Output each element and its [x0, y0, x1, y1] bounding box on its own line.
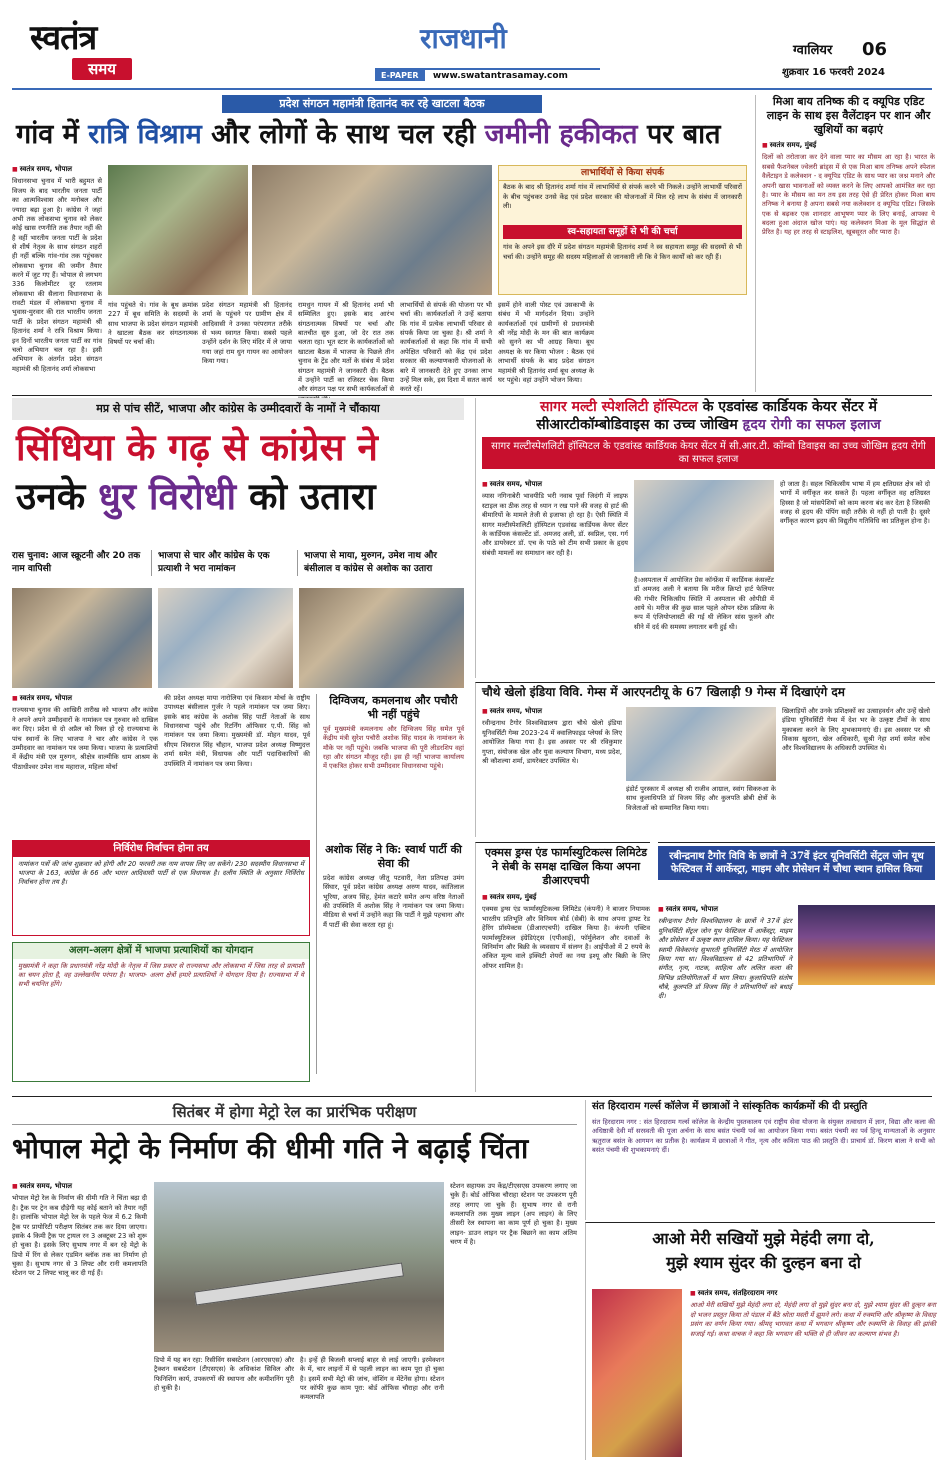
box-text: बैठक के बाद श्री हितानंद शर्मा गांव में लाभार्थियों से संपर्क करने भी निकले। उन्होंने लाभार्थी परिवारों के बीच पहुंचकर उनसे केंद्र एवं प्रदेश सरकार की योजनाओं में मिल रहे लाभ के संबंध में जानकारी ली।	[503, 183, 742, 210]
story-gaon	[12, 95, 747, 392]
box-text: मुख्यमंत्री ने कहा कि प्रधानमंत्री नरेंद्र मोदी के नेतृत्व में जिस प्रकार से राज्यसभा और लोकसभा में जिस तरह से प्रत्याशी का चयन होता है, वह उल्लेखनीय परंपरा है। भाजपा- अलग क्षेत्रों हमारे प्रत्याशियों ने योगदान दिया है। राज्यसभा में ये सभी चयनित होंगे।	[18, 961, 304, 989]
sub-2: भाजपा से चार और कांग्रेस के एक प्रत्याशी ने भरा नामांकन	[158, 550, 298, 576]
col-1	[482, 707, 622, 837]
sub-3: भाजपा से माया, मुरुगन, उमेश नाथ और बंसीलाल व कांग्रेस से अशोक का उतारा	[304, 551, 437, 574]
section-title: राजधानी	[420, 22, 507, 55]
epaper-label: E-PAPER	[375, 70, 425, 81]
box-title: लाभार्थियों से किया संपर्क	[499, 166, 746, 181]
col-2: है।अस्पताल में आयोजित प्रेस कॉन्फ्रेंस में कार्डियक कंसल्टेंट डॉ अमजद अली ने बताया कि मरीज क्रिप्टो हार्ट फेलियर की गंभीर चिकित्सीय स्थिति में अस्पताल की ओपीडी में आये थे। मरीज की कुछ साल पहले ओपन स्टेक प्रक्रिया के रूप में एंजियोप्लास्टी की गई थी लेकिन सांस फूलने और सीने में दर्द की समस्या लगातार बनी हुई थी।	[634, 576, 774, 631]
story-santhirdaram	[585, 1100, 935, 1220]
col-3: हो जाता है। सहल चिकित्सीय भाषा में हम क्षतिग्रस्त क्षेत्र को दो भागों में वर्गीकृत कर सकते हैं। पहला वर्गीकृत वह क्षतिग्रस्त हिस्सा है जो मांसपेशियों को काम करना बंद कर देता है जिसकी वजह से हृदय की पंपिंग सही तरीके से नहीं हो पाती है। दूसरे वर्गीकृत कारण ह्रदय की विद्युतीय गतिविधि का प्रतिकूल होना है।	[780, 480, 930, 526]
story-valentine	[755, 95, 935, 392]
box-text-2: गांव के अपने इस दौरे में प्रदेश संगठन महामंत्री हितानंद शर्मा ने स्व सहायता समूह की सदस्यों से भी चर्चा की। उन्होंने समूह की सदस्य महिलाओं से जानकारी ली कि वे किन कार्यों को कर रही हैं।	[503, 243, 742, 261]
website-link[interactable]: www.swatantrasamay.com	[432, 71, 568, 81]
ashok-text: प्रदेश कांग्रेस अध्यक्ष जीतू पटवारी, नेता प्रतिपक्ष उमंग सिंघार, पूर्व प्रदेश कांग्रेस अध्यक्ष अरुण यादव, कांतिलाल भूरिया, अजय सिंह, हेमंत कटारे समेत अन्य वरिष्ठ नेताओं की उपस्थिति में अशोक सिंह ने नामांकन पत्र जमा किया। मीडिया से चर्चा में उन्होंने कहा कि पार्टी ने मुझे पहचाना और मैं पार्टी की सेवा करता रहा हूं।	[323, 874, 464, 929]
ashok-title: अशोक सिंह ने कि: स्वार्थ पार्टी की सेवा की	[325, 843, 462, 870]
box-title: निर्विरोध निर्वाचन होना तय	[13, 841, 309, 857]
logo-bottom-badge	[72, 58, 132, 80]
logo-top: स्वतंत्र	[30, 18, 97, 58]
story-khelo	[475, 682, 935, 837]
col-1	[12, 165, 102, 392]
photo-event	[626, 707, 776, 781]
masthead	[0, 0, 945, 92]
col-text: विधानसभा चुनाव में भारी बहुमत से विजय के बाद भारतीय जनता पार्टी का आत्मविश्वास और मनोबल और ज्यादा बढ़ा हुआ है। कांग्रेस ने जहां अभी तक लोकसभा चुनाव को लेकर कोई खास रणनीति तक तैयार नहीं की है वहीं भारतीय जनता पार्टी के प्रदेश से शीर्ष नेतृत्व के साथ संगठन शहरों ही नहीं बल्कि गांव-गांव तक पहुंचकर लोकसभा चुनाव की जमीन तैयार करने में जुट गए हैं। भोपाल से लगभग 336 किलोमीटर दूर रतलाम लोकसभा की सैलाना विधानसभा के रावटी मंडल में लोकसभा चुनाव में भुवास-मुरवार की रात भारतीय जनता पार्टी के प्रदेश संगठन महामंत्री श्री हितानंद शर्मा ने रात्रि विश्राम किया। इन दिनों भारतीय जनता पार्टी का गांव चलो अभियान चल रहा है। इसी अभियान के अंतर्गत प्रदेश संगठन महामंत्री श्री हितानंद शर्मा लोकसभा	[12, 177, 102, 373]
headline: मिआ बाय तनिष्क की द क्यूपिड एडिट लाइन के साथ इस वैलेंटाइन पर शान और खुशियों का बढ़ाएं	[766, 95, 931, 136]
byline: ■ स्वतंत्र समय, भोपाल	[12, 694, 158, 703]
text: एक्मस ड्रग्स एंड फार्मास्युटिकल्स लिमिटेड (कंपनी) ने बाजार नियामक भारतीय प्रतिभूति और विनिमय बोर्ड (सेबी) के साथ अपना ड्राफ्ट रेड हेरिंग प्रॉस्पेक्टस (डीआरएचपी) दाखिल किया है। कंपनी एक्टिव फार्मास्युटिकल इंग्रेडिएंट्स (एपीआई), फॉर्मुलेशन और दवाओं के विनिर्माण और बिक्री के व्यवसाय में संलग्न है। आईपीओ में 2 रुपये के अंकित मूल्य वाले इक्विटी शेयरों का नया इश्यू और बिक्री के लिए ऑफर शामिल है।	[482, 905, 650, 970]
col-2: गांव पहुंचते थे। गांव के बूथ क्रमांक 227 में बूथ समिति के सदस्यों के साथ भाजपा के प्रदेश संगठन महामंत्री ने खाटला बैठक कर संगठनात्मक विषयों पर चर्चा की।	[108, 301, 198, 347]
col-3: खिलाड़ियों और उनके प्रशिक्षकों का उत्साहवर्धन और उन्हें खेलो इंडिया यूनिवर्सिटी गेम्स में देश भर के उत्कृष्ट टीमों के साथ मुकाबला करने के लिए शुभकामनाएं दी। इस अवसर पर श्री विकास खुराना, खेल अधिकारी, सुश्री नेहा शर्मा समेत कोच और विश्वविद्यालय के अधिकारी उपस्थित थे।	[782, 707, 930, 753]
col-1	[12, 1182, 147, 1460]
caption: इंडोर्ट पुरस्कार में अध्यक्ष श्री राजीव आग्राल, स्वांग सिकरुआ के साथ कुलाधिपति डॉ विजय सिंह और कुलपति ब्रोबी क्षेत्रों के विजेताओं को सम्मानित किया गया।	[626, 785, 776, 812]
col-3: रामधुन गायन में श्री हितानंद शर्मा भी सम्मिलित हुए। इसके बाद आरंभ संगठनात्मक विषयों पर चर्चा और बातचीत सुरु हुआ, जो देर रात तक चलता रहा। भूत स्टार के कार्यकर्ताओं को खाटला बैठक में भाजपा के पिछले तीन चुनाव के ट्रेंड और मतों के संबंध में प्रदेश संगठन महामंत्री ने जानकारी दी। बैठक में उन्होंने पार्टी का रजिस्टर चेक किया और संगठन पक्ष पर सभी कार्यकर्ताओं से	[298, 301, 394, 394]
headline: रबीन्द्रनाथ टैगोर विवि के छात्रों ने 37वें इंटर यूनिवर्सिटी सेंट्रल जोन यूथ फेस्टिवल में आर्केस्ट्रा, माइम और प्रोसेशन में चौथा स्थान हासिल किया	[658, 846, 935, 880]
story-ekm	[475, 842, 650, 1092]
story-sagar	[475, 398, 935, 678]
byline: ■ स्वतंत्र समय, भोपाल	[12, 1182, 147, 1191]
byline: ■ स्वतंत्र समय, भोपाल	[482, 707, 622, 716]
side-text: पूर्व मुख्यमंत्री कमलनाथ और दिग्विजय सिंह समेत पूर्व केंद्रीय मंत्री सुरेश पचौरी अशोक सिंह यादव के नामांकन के मौके पर नहीं पहुंचे। जबकि भाजपा की पूरी लीडरशिप वहां रहा और संगठन मौजूद रही। इस ही नहीं भाजपा कार्यालय में एकत्रित होकर सभी उम्मीदवार विधानसभा पहुंचे।	[323, 725, 464, 771]
box-yogdan	[12, 942, 310, 1082]
text: रबीन्द्रनाथ टैगोर विश्वविद्यालय के छात्रों ने 37वें इंटर यूनिवर्सिटी सेंट्रल जोन यूथ फेस्टिवल में आर्केस्ट्रा, माइम और प्रोसेशन में उत्कृष्ट स्थान हासिल किया। यह फेस्टिवल स्वामी विवेकानंद सुभारती यूनिवर्सिटी मेरठ में आयोजित किया गया था। विश्वविद्यालय से 42 प्रतिभागियों ने संगीत, नृत्य, नाटक, साहित्य और ललित कला की विभिन्न प्रतियोगिताओं में भाग लिया। कुलाधिपति संतोष चौबे, कुलपति डॉ विजय सिंह ने प्रतिभागियों को बधाई दी।	[658, 917, 792, 1001]
photo-caption: डिपो में यह बन रहा: रिसीविंग सबस्टेशन (आरएसएस) और ट्रैक्शन सबस्टेशन (टीएसएस) के अधिकांश सिविल और फिनिशिंग कार्य, उपकरणों की स्थापना और कमीशनिंग पूरी हो चुकी है।	[154, 1356, 294, 1393]
col-1	[482, 480, 628, 676]
banner: सागर मल्टीस्पेशलिटी हॉस्पिटल के एडवांस्ड कार्डियक केयर सेंटर में सी.आर.टी. कॉम्बो डिवाइस का उच्च जोखिम हृदय रोगी का सफल इलाज	[482, 437, 935, 469]
photo-nomination-3	[299, 588, 464, 688]
photo-group	[108, 165, 248, 295]
story-tagore	[658, 842, 935, 1092]
headline-line-2: उनके धुर विरोधी को उतारा	[16, 474, 376, 518]
box-labharthi	[498, 165, 747, 295]
photo-stage	[798, 905, 935, 985]
col-text: व्यास नगिनाबेरी भावयीडि भरी नवाब पूर्वा जिदंगी में लाइफ स्टाइल का ठीक तरह से ध्यान न रख पाने की वजह से हार्ट की बीमारियों के मामले तेजी से इजाफा हो रहा है। ऐसी स्थिति में सागर मल्टीस्पेशलिटी हॉस्पिटल एडवांस्ड कार्डियक केयर सेंटर के कार्डियक कंसल्टेंट डॉ. अमजद अली, डॉ. स्वप्निल, एस. गर्ग और डायरेक्टर डॉ. एच के पाठे को टीम सभी प्रकार के हृदय संबंधी मामलों का समाधान कर रही है।	[482, 492, 628, 557]
col-1	[12, 694, 158, 834]
col-2b: प्रदेश संगठन महामंत्री श्री हितानंद शर्मा के पहुंचने पर ग्रामीण क्षेत्र में आदिवासी ने उनका परंपरागत तरीके से भव्य स्वागत किया। सबसे पहले उन्होंने दर्शन के लिए मंदिर में ले जाया गया जहां राम धुन गायन का आयोजन किया गया।	[202, 301, 292, 366]
masthead-rule	[12, 88, 932, 90]
kicker: प्रदेश संगठन महामंत्री हितानंद कर रहे खाटला बैठक	[222, 95, 542, 113]
city-label: ग्वालियर	[793, 43, 833, 58]
col-4: लाभार्थियों से संपर्क की योजना पर भी चर्चा की। कार्यकर्ताओं ने उन्हें बताया कि गांव में प्रत्येक लाभार्थी परिवार से संपर्क किया जा चुका है। श्री शर्मा ने कार्यकर्ताओं से कहा कि गांव में सभी अपेक्षित परिवारों को केंद्र एवं प्रदेश सरकार की कल्याणकारी योजनाओं के बारे में जानकारी देते हुए उनका लाभ उन्हें मिल सके, इस दिशा में सतत कार्य करते रहें।	[400, 301, 492, 394]
headline-line-1: सिंधिया के गढ़ से कांग्रेस ने	[16, 425, 378, 469]
byline: ■ स्वतंत्र समय, मुंबई	[482, 893, 650, 902]
text: संत हिरदाराम नगर : संत हिरदाराम गर्ल्स कॉलेज के केन्द्रीय पुस्तकालय एवं राष्ट्रीय सेवा योजना के संयुक्त तत्वाधान में ज्ञान, विद्या और कला की अधिष्ठात्री देवी माँ सरस्वती की पूजा अर्चना के साथ बसंत पंचमी पर्व का आयोजन किया गया। बसंत पंचमी का पर्व हिन्दू मान्यताओं के अनुसार ऋतुराज बसंत के आगमन का प्रतीक है। कार्यक्रम में छात्राओं ने गीत, नृत्य और कविता पाठ की प्रस्तुति दी। प्राचार्य डॉ. किरण बाला ने सभी को बसंत पंचमी की शुभकामनाएं दीं।	[592, 1118, 935, 1155]
epaper-bar	[375, 68, 600, 82]
col-text: रवीन्द्रनाथ टैगोर विश्वविद्यालय द्वारा चौथे खेलो इंडिया यूनिवर्सिटी गेम्स 2023-24 में क्वालिफाइड प्लेयर्स के लिए आयोजित किया गया है। इस अवसर पर श्री रविकुमार गुप्ता, संयोजक खेल और युवा कल्याण विभाग, मध्य प्रदेश, श्री कौशल्या शर्मा, डायरेक्टर उपस्थित थे।	[482, 719, 622, 765]
headline: एक्मस ड्रग्स एंड फार्मास्युटिकल्स लिमिटेड ने सेबी के समक्ष दाखिल किया अपना डीआरएचपी	[484, 846, 648, 887]
page-number: 06	[862, 39, 888, 60]
kicker: सितंबर में होगा मेट्रो रेल का प्रारंभिक परीक्षण	[12, 1100, 577, 1125]
col-3: है। इन्हें ही बिजली सप्लाई बाहर से लाई जाएगी। इरमेक्शन के में, चार लाइनों में से पहली लाइन का काम पूरा हो चुका है। इसमें सभी मेट्रो की जांच, वॉशिंग व मेंटेनेंस होगा। स्टेशन पर कॉफी कुछ काम पूरा: बोर्ड ऑफिस चौराहा और रानी कमलापति	[300, 1356, 444, 1402]
sidebar-digvijay	[316, 694, 464, 1074]
box-title-2: स्व-सहायता समूहों से भी की चर्चा	[503, 225, 742, 239]
col-text: भोपाल मेट्रो रेल के निर्माण की धीमी गति ने चिंता बढ़ा दी है। ट्रैक पर ट्रेन कब दौड़ेगी यह कोई बताने को तैयार नहीं है। हालांकि भोपाल मेट्रो रेल के पहले फेज में 6.2 किमी ट्रैक पर प्रायोरिटी परीक्षण सितंबर तक कर दिया जाएगा। इसके 4 किमी ट्रैक पर ट्रायल रन 3 अक्टूबर 23 को शुरू हो चुका है। इसके लिए सुभाष नगर में बन रहे मेट्रो के डिपो में रिंग से लेकर एडमिन ब्लॉक तक का निर्माण हो चुका है। सुभाष नगर से 3 लिफ्ट और रानी कमलापति स्टेशन पर 2 लिफ्ट चालू कर दी गई हैं।	[12, 1194, 147, 1278]
photo-metro	[154, 1182, 444, 1352]
divider-1	[12, 395, 932, 396]
box-title: अलग-अलग क्षेत्रों में भाजपा प्रत्याशियों का योगदान	[13, 943, 309, 959]
story-metro	[12, 1100, 577, 1460]
col-4: स्टेशन सहायक उप केंद्र/टीएसएस उपकरण लगाए जा चुके हैं। बोर्ड ऑफिस चौराहा स्टेशन पर उपकरण पूरी तरह लगाए जा चुके हैं। सुभाष नगर से रानी कमलापति तक मुख्य लाइन (अप लाइन) के लिए तीसरी रेल स्थापना का काम पूर्ण हो चुका है। मुख्य लाइन- डाउन लाइन पर ट्रैक बिछाने का काम अंतिम चरण में है।	[450, 1182, 577, 1247]
subheads	[12, 550, 464, 584]
byline: ■ स्वतंत्र समय, भोपाल	[12, 165, 102, 174]
headline: भोपाल मेट्रो के निर्माण की धीमी गति ने बढ़ाई चिंता	[12, 1132, 529, 1166]
box-text: नामांकन पत्रों की जांच शुक्रवार को होगी और 20 फरवरी तक नाम वापस लिए जा सकेंगे। 230 सदस्यीय विधानसभा में भाजपा के 163, कांग्रेस के 66 और भारत आदिवासी पार्टी से एक विधायक है। दलीय स्थिति के अनुसार निर्विरोध निर्वाचन होना तय है।	[18, 859, 304, 887]
story-scindia	[12, 398, 464, 1093]
photo-nomination-2	[158, 588, 293, 688]
divider-2	[12, 1096, 932, 1097]
col-text: राज्यसभा चुनाव की आखिरी तारीख को भाजपा और कांग्रेस ने अपने अपने उम्मीदवारों के नामांकन पत्र गुरुवार को दाखिल कर दिए। प्रदेश से दो अप्रैल को रिक्त हो रहे राज्यसभा के पांच स्थानों के लिए भाजपा ने चार और कांग्रेस ने एक उम्मीदवार का नामांकन पत्र जमा किया। भाजपा के प्रत्याशियों में केंद्रीय मंत्री एल मुरुगन, श्रीक्षेत्र वाल्मीकि धाम आश्रम के पीठाधीश्वर उमेश नाथ महाराज, महिला मोर्चा	[12, 706, 158, 771]
headline: संत हिरदाराम गर्ल्स कॉलेज में छात्राओं ने सांस्कृतिक कार्यक्रमों की दी प्रस्तुति	[592, 1101, 868, 1112]
col-5: इसमें होने वाली पोस्ट एवं उसकाभी के संबंध में भी मार्गदर्शन दिया। उन्होंने कार्यकर्ताओं एवं ग्रामीणों से प्रधानमंत्री श्री नरेंद्र मोदी के मन की बात कार्यक्रम को सुनने का भी आग्रह किया। बूथ अध्यक्ष के घर किया भोजन : बैठक एवं लाभार्थी संपर्क के बाद प्रदेश संगठन महामंत्री श्री हितानंद शर्मा बूथ अध्यक्ष के घर पहुंचे। वहां उन्होंने भोजन किया।	[498, 301, 594, 384]
box-nirvirodh	[12, 840, 310, 936]
headline-line-1: आओ मेरी सखियों मुझे मेहंदी लगा दो,	[652, 1229, 875, 1248]
byline: ■ स्वतंत्र समय, भोपाल	[658, 905, 792, 914]
headline: चौथे खेलो इंडिया विवि. गेम्स में आरएनटीयू के 67 खिलाड़ी 9 गेम्स में दिखाएंगे दम	[482, 685, 845, 699]
byline: ■ स्वतंत्र समय, मुंबई	[762, 141, 935, 150]
side-title: दिग्विजय, कमलनाथ और पचौरी भी नहीं पहुंचे	[329, 694, 458, 721]
metro-train-shape	[194, 1262, 404, 1305]
text: दिलों को तरोताजा कर देने वाला प्यार का मौसम आ रहा है। भारत के सबसे फैशनेबल ज्वेलरी ब्रांड्स में से एक मिआ बाय तनिष्क अपने स्पेशल वैलेंटाइन डे कलेक्शन - द क्यूपिड एडिट के साथ प्यार का जश्न मनाने और अपनी खास भावनाओं को व्यक्त करने के लिए आपको आमंत्रित कर रहा है। प्यार के मौसम का मन तय इस तरह ऐसे ही प्रेरित होकर मिआ बाय तनिष्क ने बनाया है अपना सबसे नया कलेक्शन द क्यूपिड एडिट। जिसके एक से बढ़कर एक शानदार आभूषण प्यार के लिए बनाई, आपका ये बदला हुआ अंदाज खोज पाएं। यह कलेक्शन मिआ के मूल सिद्धांत से प्रेरित है। यह हर तरह से स्टाइलिश, खूबसूरत और प्यारा है।	[762, 153, 935, 237]
byline: ■ स्वतंत्र समय, भोपाल	[482, 480, 628, 489]
text-wrap	[690, 1289, 936, 1457]
logo-bottom: समय	[88, 60, 116, 78]
headline: सागर मल्टी स्पेशलिटी हॉस्पिटल के एडवांस्ड कार्डियक केयर सेंटर में सीआरटीकॉम्बोडिवाइस का उच्च जोखिम हृदय रोगी का सफल इलाज	[536, 399, 881, 433]
text-wrap	[658, 905, 792, 1091]
photo-nomination-1	[12, 588, 152, 688]
date-line: शुक्रवार 16 फरवरी 2024	[782, 67, 885, 78]
photo-meeting	[252, 165, 492, 295]
photo-press	[634, 480, 774, 572]
byline: ■ स्वतंत्र समय, संतहिरदाराम नगर	[690, 1289, 936, 1298]
headline: गांव में रात्रि विश्राम और लोगों के साथ चल रही जमीनी हकीकत पर बात	[16, 119, 721, 150]
text: आओ मेरी सखियों मुझे मेहंदी लगा दो, मेहंदी लगा दो मुझे सुंदर बना दो, मुझे श्याम सुंदर की दुल्हन बना दो भजन प्रस्तुत किया तो पंडाल में बैठे श्रोता मस्ती में झूमने लगे। कथा में रुक्मणि और श्रीकृष्ण के विवाह प्रसंग का वर्णन किया गया। श्रीमद् भागवत कथा में भगवान श्रीकृष्ण और रुक्मणि के विवाह की झांकी सजाई गई। कथा वाचक ने कहा कि भगवान की भक्ति से ही जीवन का कल्याण संभव है।	[690, 1301, 937, 1338]
sub-1: रास चुनाव: आज स्क्रूटनी और 20 तक नाम वापिसी	[12, 550, 152, 576]
story-body	[12, 165, 747, 392]
kicker: मप्र से पांच सीटें, भाजपा और कांग्रेस के उम्मीदवारों के नामों ने चौंकाया	[12, 398, 464, 420]
col-2: की प्रदेश अध्यक्ष माया नारोलिया एवं किसान मोर्चा के राष्ट्रीय उपाध्यक्ष बंसीलाल गुर्जर ने पहले नामांकन पत्र जमा किए। इसके बाद कांग्रेस के अशोक सिंह पार्टी नेताओं के साथ विधानसभा पहुंचे और रिटर्निंग ऑफिसर ए.पी. सिंह को नामांकन पत्र जमा किया। मुख्यमंत्री डॉ. मोहन यादव, पूर्व सीएम शिवराज सिंह चौहान, भाजपा प्रदेश अध्यक्ष विष्णुदत्त शर्मा समेत मंत्री, विधायक और पार्टी पदाधिकारियों की उपस्थिति में नामांकन पत्र जमा किया।	[164, 694, 310, 768]
photo-bride	[592, 1289, 682, 1457]
story-mehndi	[585, 1222, 935, 1460]
headline-line-2: मुझे श्याम सुंदर की दुल्हन बना दो	[666, 1253, 861, 1272]
